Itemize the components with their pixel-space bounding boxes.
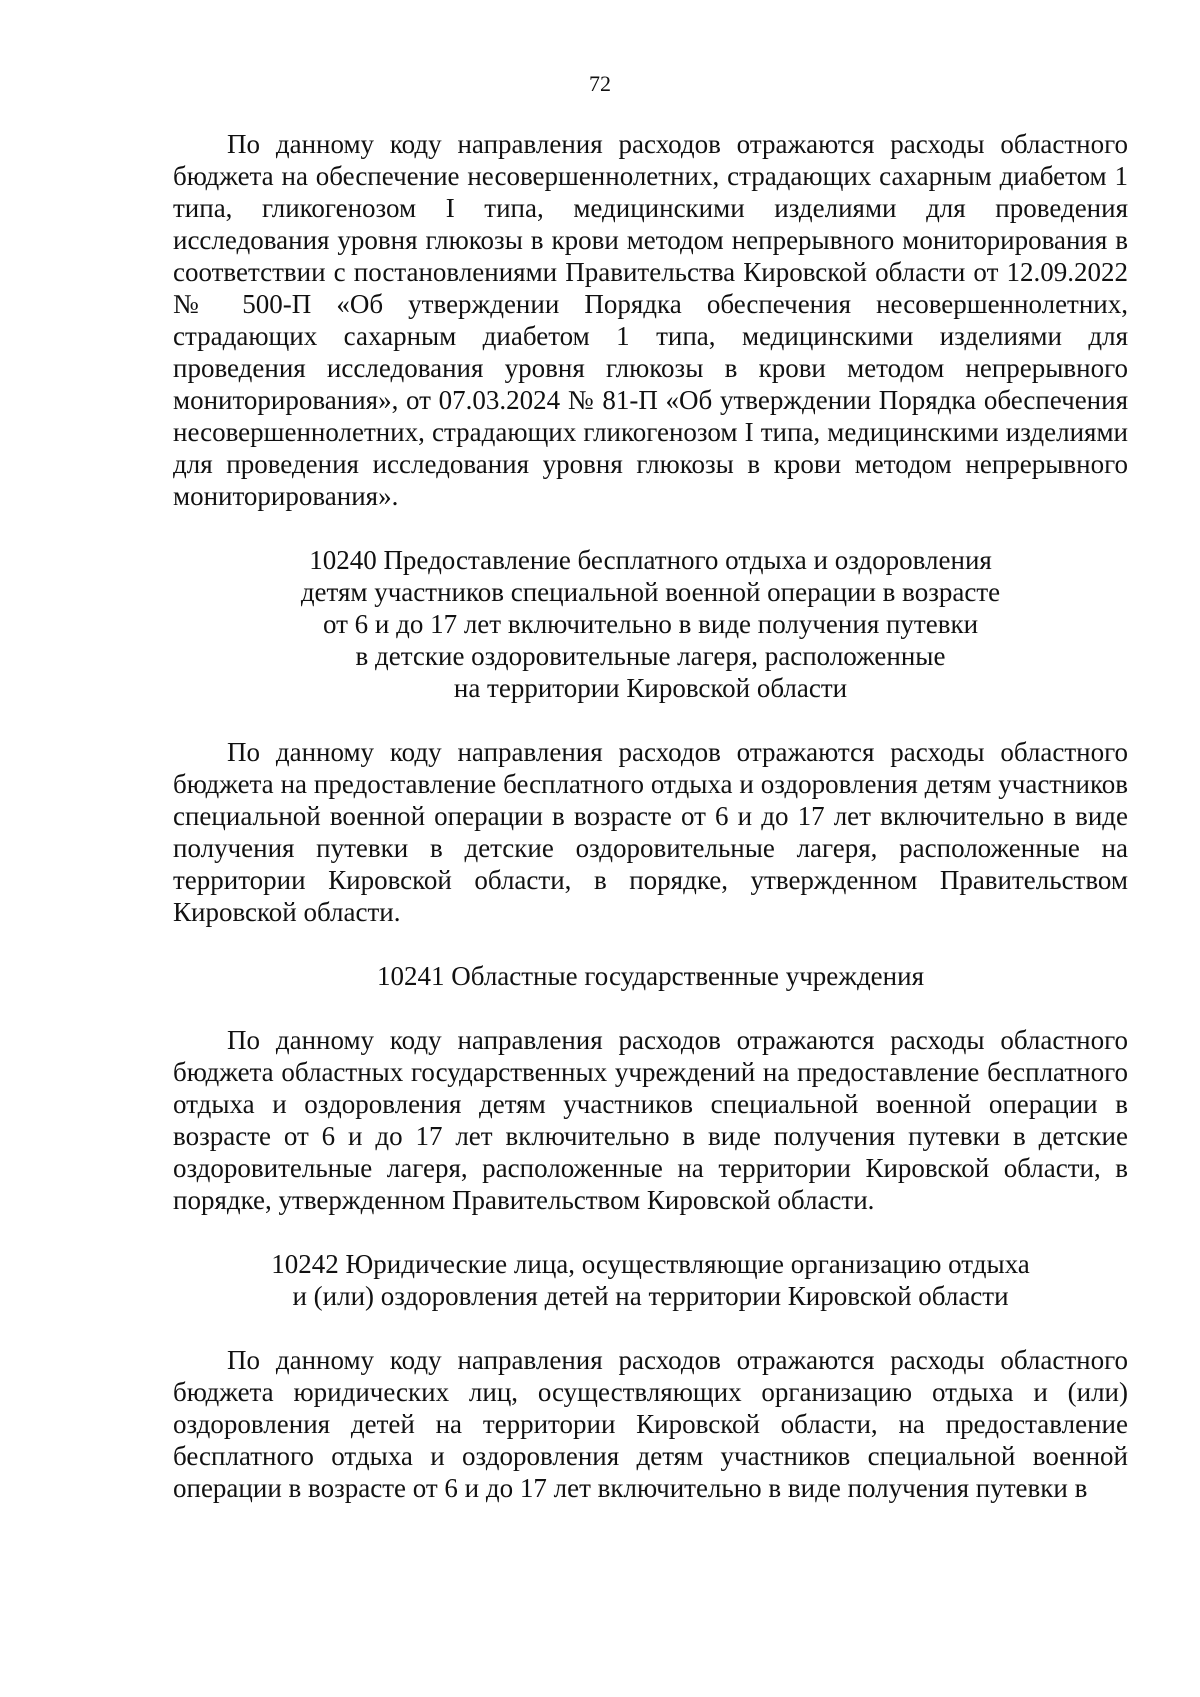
heading-10241 xyxy=(173,960,1128,992)
heading-line: детям участников специальной военной операции в возрасте xyxy=(300,577,1001,607)
document-body xyxy=(173,128,1128,1504)
paragraph-10241: По данному коду направления расходов отражаются расходы областного бюджета областных государственных учреждений на предоставление бесплатного отдыха и оздоровления детям участников специальной военной операции в возрасте от 6 и до 17 лет включительно в виде получения путевки в детские оздоровительные лагеря, расположенные на территории Кировской области, в порядке, утвержденном Правительством Кировской области. xyxy=(173,1025,1128,1215)
paragraph-glucose-monitoring: По данному коду направления расходов отражаются расходы областного бюджета на обеспечение несовершеннолетних, страдающих сахарным диабетом 1 типа, гликогенозом I типа, медицинскими изделиями для проведения исследования уровня глюкозы в крови методом непрерывного мониторирования в соответствии с постановлениями Правительства Кировской области от 12.09.2022 № 500-П «Об утверждении Порядка обеспечения несовершеннолетних, страдающих сахарным диабетом 1 типа, медицинскими изделиями для проведения исследования уровня глюкозы в крови методом непрерывного мониторирования», от 07.03.2024 № 81-П «Об утверждении Порядка обеспечения несовершеннолетних, страдающих гликогенозом I типа, медицинскими изделиями для проведения исследования уровня глюкозы в крови методом непрерывного мониторирования». xyxy=(173,129,1128,511)
heading-line: от 6 и до 17 лет включительно в виде получения путевки xyxy=(322,609,979,639)
heading-line: в детские оздоровительные лагеря, расположенные xyxy=(355,641,946,671)
heading-line: на территории Кировской области xyxy=(453,673,848,703)
page-number: 72 xyxy=(589,71,611,96)
heading-line: 10241 Областные государственные учреждения xyxy=(377,961,924,991)
heading-line: и (или) оздоровления детей на территории Кировской области xyxy=(292,1281,1009,1311)
heading-10242 xyxy=(173,1248,1128,1312)
heading-line: 10242 Юридические лица, осуществляющие организацию отдыха xyxy=(271,1249,1030,1279)
heading-line: 10240 Предоставление бесплатного отдыха и оздоровления xyxy=(309,545,992,575)
paragraph-10242: По данному коду направления расходов отражаются расходы областного бюджета юридических лиц, осуществляющих организацию отдыха и (или) оздоровления детей на территории Кировской области, на предоставление бесплатного отдыха и оздоровления детям участников специальной военной операции в возрасте от 6 и до 17 лет включительно в виде получения путевки в xyxy=(173,1345,1128,1503)
heading-10240 xyxy=(173,544,1128,704)
paragraph-10240: По данному коду направления расходов отражаются расходы областного бюджета на предоставление бесплатного отдыха и оздоровления детям участников специальной военной операции в возрасте от 6 и до 17 лет включительно в виде получения путевки в детские оздоровительные лагеря, расположенные на территории Кировской области, в порядке, утвержденном Правительством Кировской области. xyxy=(173,737,1128,927)
